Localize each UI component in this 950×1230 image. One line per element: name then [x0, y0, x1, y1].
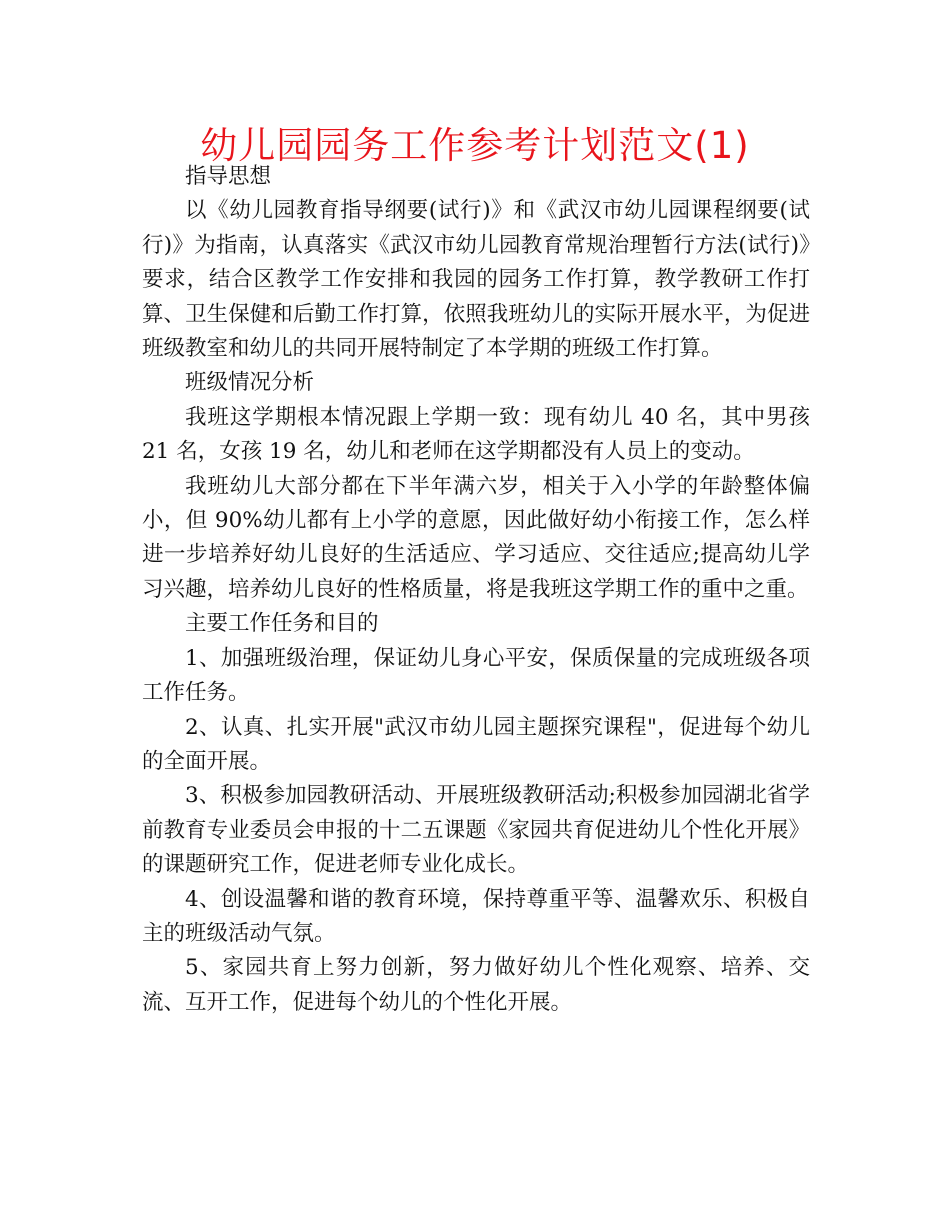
task-item-2: 2、认真、扎实开展"武汉市幼儿园主题探究课程"，促进每个幼儿的全面开展。 [142, 714, 810, 774]
heading-class-analysis: 班级情况分析 [185, 370, 315, 396]
document-body [142, 160, 810, 1020]
paragraph-guiding-ideology: 以《幼儿园教育指导纲要(试行)》和《武汉市幼儿园课程纲要(试行)》为指南，认真落实《武汉市幼儿园教育常规治理暂行方法(试行)》要求，结合区教学工作安排和我园的园务工作打算，教学教研工作打算、卫生保健和后勤工作打算，依照我班幼儿的实际开展水平，为促进班级教室和幼儿的共同开展特制定了本学期的班级工作打算。 [142, 198, 810, 362]
task-item-5: 5、家园共育上努力创新，努力做好幼儿个性化观察、培养、交流、互开工作，促进每个幼儿的个性化开展。 [142, 955, 810, 1015]
task-item-4: 4、创设温馨和谐的教育环境，保持尊重平等、温馨欢乐、积极自主的班级活动气氛。 [142, 886, 810, 946]
document-title: 幼儿园园务工作参考计划范文(1) [200, 124, 750, 167]
task-item-1: 1、加强班级治理，保证幼儿身心平安，保质保量的完成班级各项工作任务。 [142, 645, 810, 706]
heading-guiding-ideology: 指导思想 [185, 164, 272, 189]
heading-main-tasks: 主要工作任务和目的 [185, 611, 379, 637]
paragraph-class-focus: 我班幼儿大部分都在下半年满六岁，相关于入小学的年龄整体偏小，但 90%幼儿都有上小学的意愿，因此做好幼小衔接工作，怎么样进一步培养好幼儿良好的生活适应、学习适应、交往适应;提高幼儿学习兴趣，培养幼儿良好的性格质量，将是我班这学期工作的重中之重。 [142, 473, 810, 602]
task-item-3: 3、积极参加园教研活动、开展班级教研活动;积极参加园湖北省学前教育专业委员会申报的十二五课题《家园共育促进幼儿个性化开展》的课题研究工作，促进老师专业化成长。 [142, 783, 810, 878]
paragraph-class-basics: 我班这学期根本情况跟上学期一致：现有幼儿 40 名，其中男孩 21 名，女孩 19 名，幼儿和老师在这学期都没有人员上的变动。 [142, 404, 810, 465]
